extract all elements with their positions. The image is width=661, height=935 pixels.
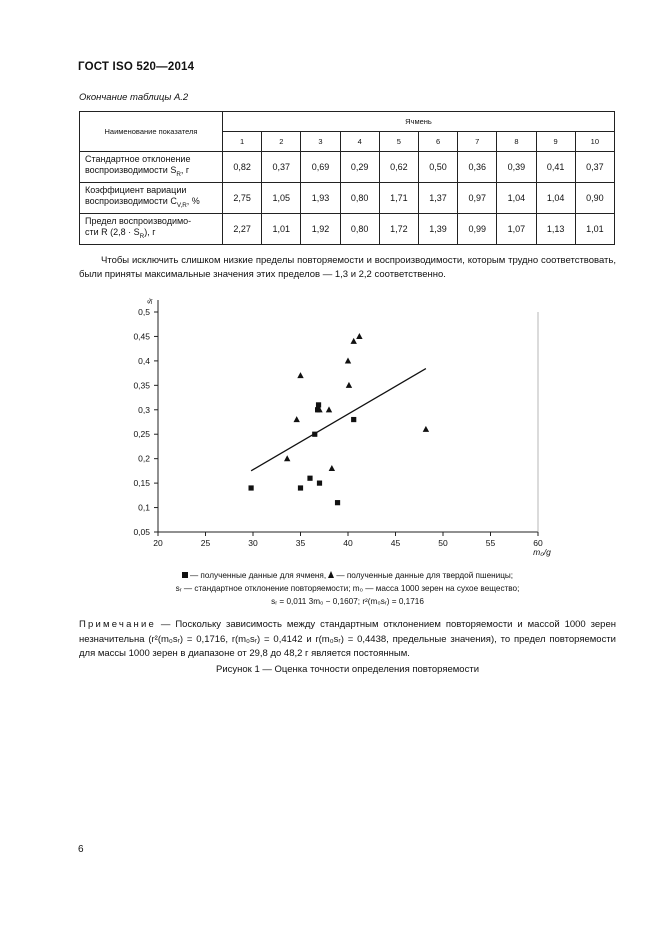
legend-triangle-icon xyxy=(328,571,334,578)
table-cell: 1,04 xyxy=(536,183,575,214)
wheat-point xyxy=(284,455,290,461)
row-name-line2: воспроизводимости C xyxy=(85,196,177,207)
table-caption: Окончание таблицы А.2 xyxy=(79,92,189,103)
page-number: 6 xyxy=(78,844,84,855)
table-cell: 0,37 xyxy=(262,152,301,183)
y-tick-label: 0,25 xyxy=(133,429,150,440)
row-name-tail: , г xyxy=(180,165,190,176)
wheat-point xyxy=(356,333,362,339)
y-tick-label: 0,45 xyxy=(133,331,150,342)
legend-wheat-label: — полученные данные для твердой пшеницы; xyxy=(336,571,514,580)
row-name-line1: Коэффициент вариации xyxy=(85,185,187,196)
table-cell: 0,36 xyxy=(458,152,497,183)
table-row-name xyxy=(80,214,223,245)
x-tick-label: 50 xyxy=(438,538,448,548)
table-cell: 1,04 xyxy=(497,183,536,214)
row-name-subscript: R xyxy=(139,232,145,240)
regression-line xyxy=(251,369,426,471)
table-cell: 0,82 xyxy=(223,152,262,183)
table-cell: 1,01 xyxy=(262,214,301,245)
legend-equation: sᵣ = 0,011 3m₀ − 0,1607; r²(m₀sᵣ) = 0,1716 xyxy=(271,597,424,606)
table-row-name xyxy=(80,183,223,214)
x-tick-label: 25 xyxy=(200,538,211,548)
legend-markers xyxy=(79,571,616,580)
legend-barley-label: — полученные данные для ячменя, xyxy=(189,571,329,580)
x-tick-label: 35 xyxy=(295,538,306,548)
table-cell: 0,50 xyxy=(418,152,457,183)
table-cell: 1,39 xyxy=(418,214,457,245)
barley-point xyxy=(316,402,321,407)
table-column-header: 1 xyxy=(223,132,262,152)
y-axis-label: sᵣ xyxy=(144,298,154,304)
y-tick-label: 0,5 xyxy=(138,307,150,317)
table-cell: 0,80 xyxy=(340,214,379,245)
table-column-header: 6 xyxy=(418,132,457,152)
table-cell: 0,41 xyxy=(536,152,575,183)
table-header-group: Ячмень xyxy=(223,112,615,132)
table-cell: 1,71 xyxy=(379,183,418,214)
table-row xyxy=(80,152,615,183)
wheat-point xyxy=(423,426,429,432)
table-column-header: 7 xyxy=(458,132,497,152)
y-tick-label: 0,3 xyxy=(138,404,150,415)
table-cell: 0,29 xyxy=(340,152,379,183)
note-text: — Поскольку зависимость между стандартным отклонением повторяемости и массой 1000 зерен незначительна (r²(m₀sᵣ) = 0,1716, r(m₀sᵣ) = 0,4142 и r(m₀sᵣ) = 0,4438, предельные значения), то предел повторяемости для массы 1000 зерен в диапазоне от 29,8 до 48,2 г является постоянным. xyxy=(79,619,616,659)
table-column-header: 2 xyxy=(262,132,301,152)
table-row-name xyxy=(80,152,223,183)
row-name-subscript: R xyxy=(176,170,181,178)
table-cell: 0,39 xyxy=(497,152,536,183)
x-tick-label: 20 xyxy=(153,538,163,548)
table-cell: 0,69 xyxy=(301,152,340,183)
row-name-line2: воспроизводимости S xyxy=(85,165,177,176)
body-paragraph: Чтобы исключить слишком низкие пределы повторяемости и воспроизводимости, которым трудно соответствовать, были приняты максимальные значения этих пределов — 1,3 и 2,2 соответственно. xyxy=(79,255,616,280)
table-cell: 0,80 xyxy=(340,183,379,214)
table-row xyxy=(80,183,615,214)
note xyxy=(79,618,616,662)
table-cell: 0,62 xyxy=(379,152,418,183)
table-column-header: 3 xyxy=(301,132,340,152)
table-column-header: 4 xyxy=(340,132,379,152)
x-tick-label: 60 xyxy=(533,538,543,548)
wheat-point xyxy=(297,372,303,378)
table-cell: 0,90 xyxy=(575,183,614,214)
table-cell: 0,97 xyxy=(458,183,497,214)
wheat-point xyxy=(326,406,332,412)
table-cell: 2,27 xyxy=(223,214,262,245)
wheat-point xyxy=(346,382,352,388)
table-header-name: Наименование показателя xyxy=(80,112,223,152)
row-name-line1: Предел воспроизводимо- xyxy=(85,216,192,227)
table-cell: 1,05 xyxy=(262,183,301,214)
x-tick-label: 45 xyxy=(390,538,401,548)
document-header-title: ГОСТ ISO 520—2014 xyxy=(78,61,195,73)
x-tick-label: 30 xyxy=(248,538,258,548)
table-column-header: 8 xyxy=(497,132,536,152)
table-row xyxy=(80,214,615,245)
note-label: Примечание xyxy=(79,619,156,630)
figure-caption: Рисунок 1 — Оценка точности определения повторяемости xyxy=(216,664,479,675)
wheat-point xyxy=(351,338,357,344)
y-tick-label: 0,4 xyxy=(138,355,150,366)
wheat-point xyxy=(345,357,351,363)
table-cell: 2,75 xyxy=(223,183,262,214)
barley-point xyxy=(317,481,322,486)
table-cell: 1,13 xyxy=(536,214,575,245)
barley-point xyxy=(335,500,340,505)
y-tick-label: 0,2 xyxy=(138,453,150,464)
row-name-line1: Стандартное отклонение xyxy=(85,154,191,165)
wheat-point xyxy=(329,465,335,471)
y-tick-label: 0,35 xyxy=(133,380,150,391)
table-cell: 1,01 xyxy=(575,214,614,245)
y-tick-label: 0,1 xyxy=(138,502,150,513)
scatter-chart xyxy=(120,286,560,571)
x-axis-label: m₀/g xyxy=(533,547,551,557)
y-tick-label: 0,05 xyxy=(133,527,150,537)
table-column-header: 5 xyxy=(379,132,418,152)
table-cell: 1,07 xyxy=(497,214,536,245)
table-cell: 0,99 xyxy=(458,214,497,245)
table-column-header: 10 xyxy=(575,132,614,152)
y-tick-label: 0,15 xyxy=(133,478,150,489)
table-cell: 1,92 xyxy=(301,214,340,245)
row-name-tail: ), г xyxy=(144,227,156,238)
table-cell: 1,93 xyxy=(301,183,340,214)
table-cell: 0,37 xyxy=(575,152,614,183)
barley-point xyxy=(351,417,356,422)
row-name-subscript: V,R xyxy=(176,201,187,209)
x-tick-label: 40 xyxy=(343,538,353,548)
results-table xyxy=(79,111,615,245)
table-cell: 1,72 xyxy=(379,214,418,245)
wheat-point xyxy=(294,416,300,422)
x-tick-label: 55 xyxy=(485,538,496,548)
row-name-tail: , % xyxy=(186,196,200,207)
legend-definitions: sᵣ — стандартное отклонение повторяемости; m₀ — масса 1000 зерен на сухое вещество; xyxy=(175,584,520,593)
barley-point xyxy=(307,476,312,481)
row-name-line2: сти R (2,8 · S xyxy=(85,227,140,238)
legend-square-icon xyxy=(182,572,188,578)
table-column-header: 9 xyxy=(536,132,575,152)
barley-point xyxy=(298,485,303,490)
barley-point xyxy=(249,485,254,490)
table-cell: 1,37 xyxy=(418,183,457,214)
